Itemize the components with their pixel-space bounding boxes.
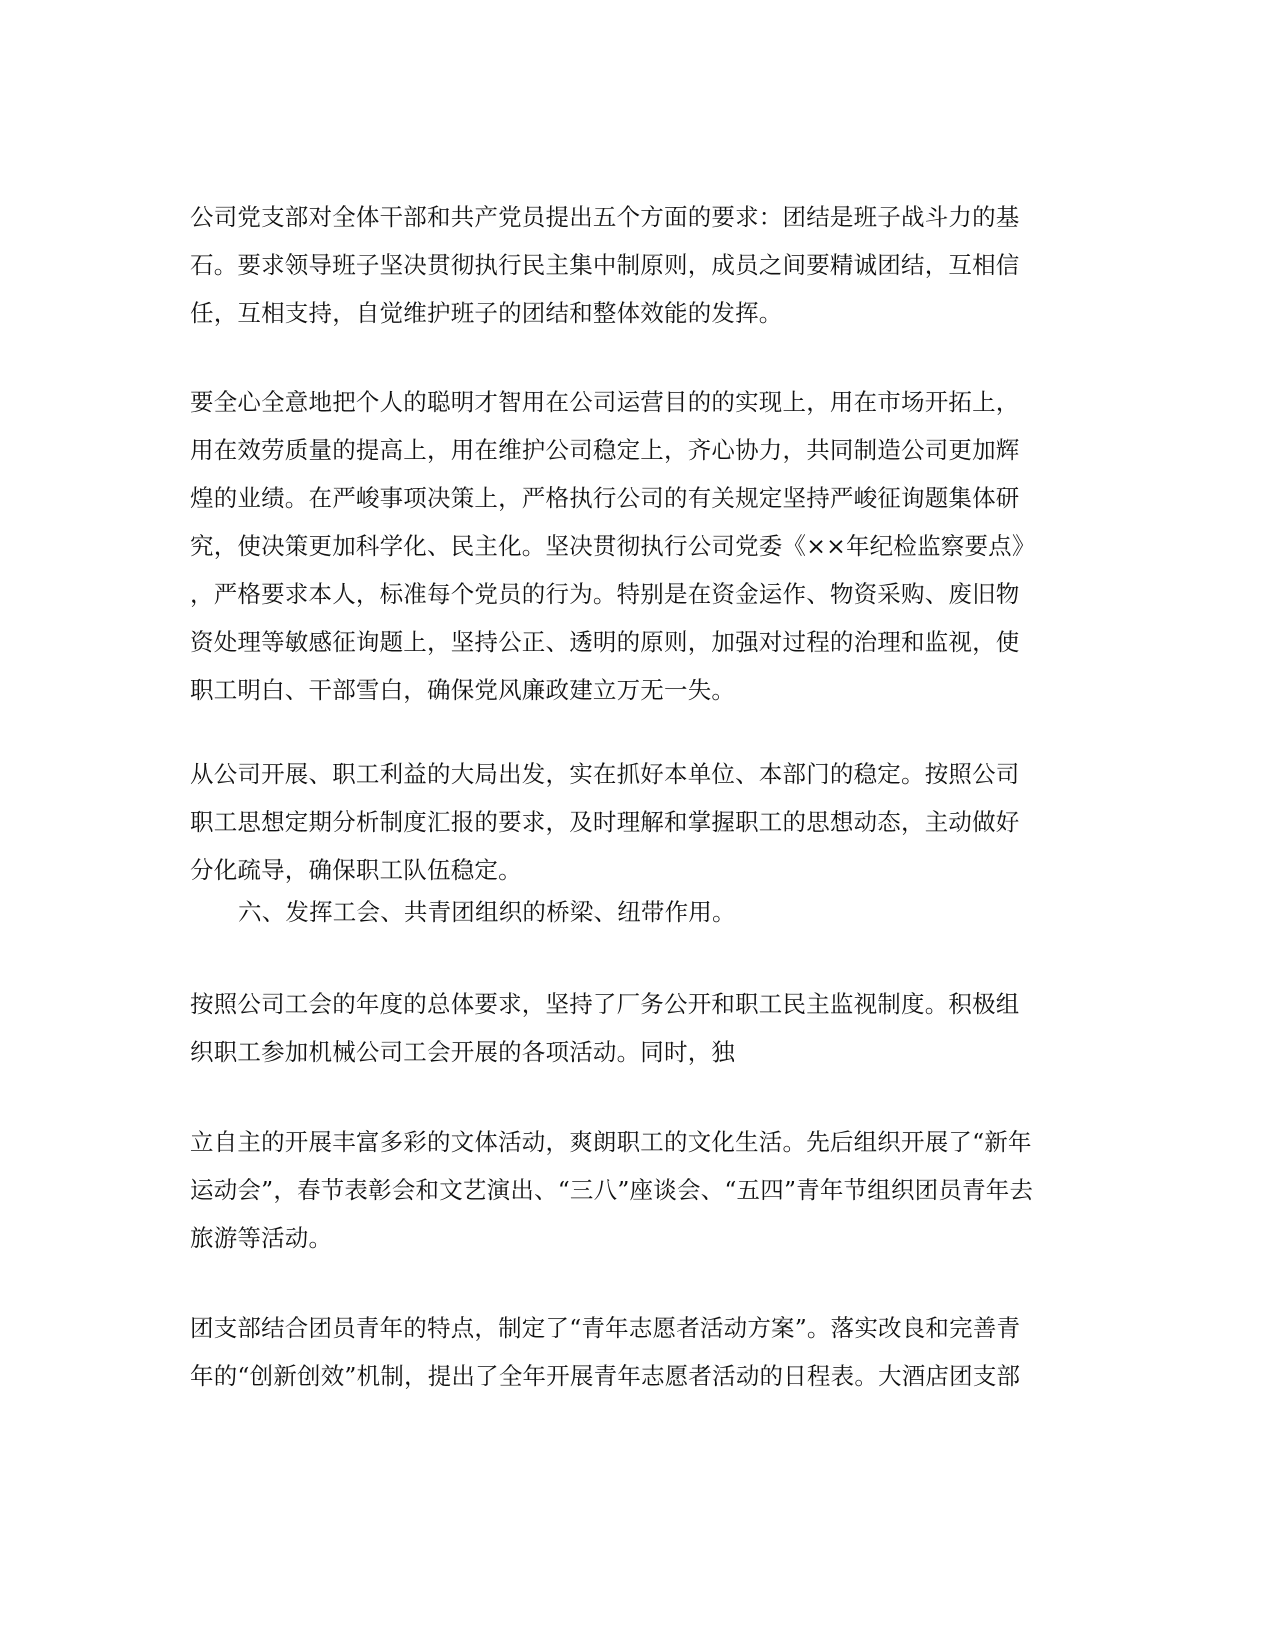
text-line: 究，使决策更加科学化、民主化。坚决贯彻执行公司党委《××年纪检监察要点》: [190, 532, 1036, 560]
paragraph-dedication: [190, 378, 1080, 714]
text-line: 立自主的开展丰富多彩的文体活动，爽朗职工的文化生活。先后组织开展了“新年: [190, 1128, 1032, 1156]
text-line: 从公司开展、职工利益的大局出发，实在抓好本单位、本部门的稳定。按照公司: [190, 760, 1020, 788]
text-line: 团支部结合团员青年的特点，制定了“青年志愿者活动方案”。落实改良和完善青: [190, 1314, 1021, 1342]
text-line: 用在效劳质量的提高上，用在维护公司稳定上，齐心协力，共同制造公司更加辉: [190, 436, 1020, 464]
text-line: 织职工参加机械公司工会开展的各项活动。同时，独: [190, 1038, 736, 1066]
section-heading: 六、发挥工会、共青团组织的桥梁、纽带作用。: [238, 898, 736, 926]
paragraph-union-requirements: [190, 980, 1080, 1076]
text-line: 职工明白、干部雪白，确保党风廉政建立万无一失。: [190, 676, 736, 704]
text-line: 资处理等敏感征询题上，坚持公正、透明的原则，加强对过程的治理和监视，使: [190, 628, 1020, 656]
paragraph-youth-league: [190, 1304, 1080, 1400]
text-line: 任，互相支持，自觉维护班子的团结和整体效能的发挥。: [190, 299, 783, 327]
text-line: 要全心全意地把个人的聪明才智用在公司运营目的的实现上，用在市场开拓上，: [190, 388, 1020, 416]
text-line: 煌的业绩。在严峻事项决策上，严格执行公司的有关规定坚持严峻征询题集体研: [190, 484, 1020, 512]
text-line: 年的“创新创效”机制，提出了全年开展青年志愿者活动的日程表。大酒店团支部: [190, 1362, 1021, 1390]
text-line: 按照公司工会的年度的总体要求，坚持了厂务公开和职工民主监视制度。积极组: [190, 990, 1020, 1018]
text-line: 分化疏导，确保职工队伍稳定。: [190, 856, 522, 884]
text-line: 公司党支部对全体干部和共产党员提出五个方面的要求：团结是班子战斗力的基: [190, 203, 1020, 231]
text-line: 旅游等活动。: [190, 1224, 333, 1252]
text-line: 职工思想定期分析制度汇报的要求，及时理解和掌握职工的思想动态，主动做好: [190, 808, 1020, 836]
paragraph-stability: [190, 750, 1080, 894]
paragraph-party-requirements: [190, 193, 1080, 337]
text-line: ，严格要求本人，标准每个党员的行为。特别是在资金运作、物资采购、废旧物: [190, 580, 1020, 608]
text-line: 石。要求领导班子坚决贯彻执行民主集中制原则，成员之间要精诚团结，互相信: [190, 251, 1020, 279]
paragraph-cultural-activities: [190, 1118, 1080, 1262]
text-line: 运动会”，春节表彰会和文艺演出、“三八”座谈会、“五四”青年节组织团员青年去: [190, 1176, 1034, 1204]
section-heading-six: [190, 888, 1080, 936]
